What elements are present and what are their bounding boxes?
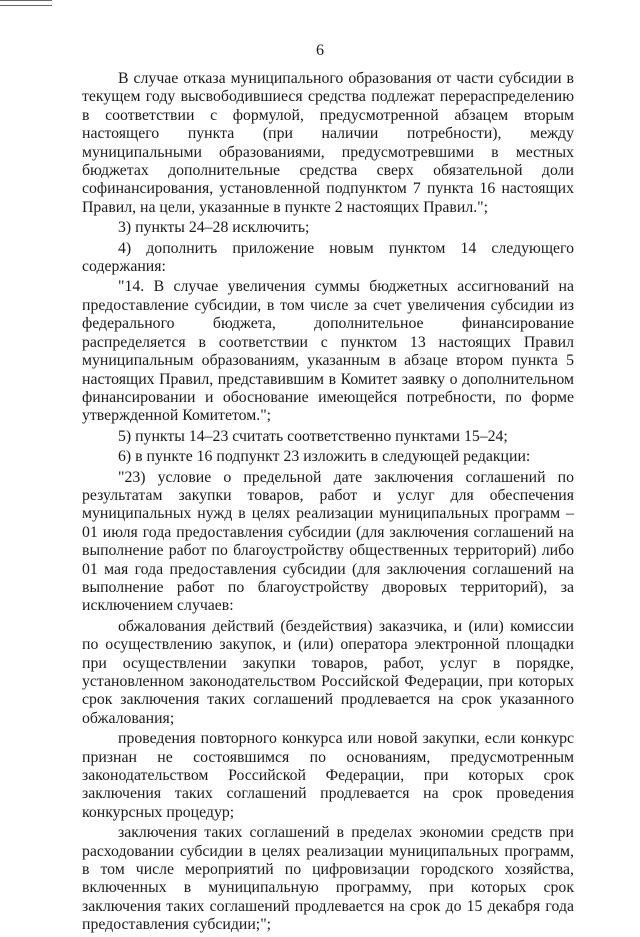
paragraph-point-14: "14. В случае увеличения суммы бюджетных ассигнований на предоставление субсидии, в том числе за счет увеличения субсидии из федерального бюджета, дополнительное финансирование распределяется в соответствии с пунктом 13 настоящих Правил муниципальным образованиям, указанным в абзаце втором пункта 5 настоящих Правил, представившим в Комитет заявку о дополнительном финансировании и обоснование имеющейся потребности, по форме утвержденной Комитетом."; [82,278,574,425]
paragraph-item-5: 5) пункты 14–23 считать соответственно пунктами 15–24; [118,427,508,445]
paragraph-item-6: 6) в пункте 16 подпункт 23 изложить в следующей редакции: [118,448,531,466]
paragraph-item-4: 4) дополнить приложение новым пунктом 14 следующего содержания: [82,239,574,276]
paragraph-redistribution: В случае отказа муниципального образования от части субсидии в текущем году высвободившиеся средства подлежат перераспределению в соответствии с формулой, предусмотренной абзацем вторым настоящего пункта (при наличии потребности), между муниципальными образованиями, предусмотревшими в местных бюджетах дополнительные средства сверх обязательной доли софинансирования, установленной подпунктом 7 пункта 16 настоящих Правил, на цели, указанные в пункте 2 настоящих Правил."; [82,70,574,216]
paragraph-exception-appeal: обжалования действий (бездействия) заказчика, и (или) комиссии по осуществлению закупок, и (или) оператора электронной площадки при осуществлении закупки товаров, работ, услуг в порядке, установленном законодательством Российской Федерации, при которых срок заключения таких соглашений продлевается на срок указанного обжалования; [82,617,574,727]
document-body [82,70,574,937]
paragraph-exception-retender: проведения повторного конкурса или новой закупки, если конкурс признан не состоявшимся по основаниям, предусмотренным законодательством Российской Федерации, при которых срок заключения таких соглашений продлевается на срок проведения конкурсных процедур; [82,730,574,821]
page-number: 6 [316,42,324,59]
paragraph-exception-savings: заключения таких соглашений в пределах экономии средств при расходовании субсидии в целях реализации муниципальных программ, в том числе мероприятий по цифровизации городского хозяйства, включенных в муниципальную программу, при которых срок заключения таких соглашений продлевается на срок до 15 декабря года предоставления субсидии;"; [82,824,574,934]
paragraph-item-3: 3) пункты 24–28 исключить; [118,219,310,237]
paragraph-subitem-23: "23) условие о предельной дате заключения соглашений по результатам закупки товаров, работ и услуг для обеспечения муниципальных нужд в целях реализации муниципальных программ – 01 июля года предоставления субсидии (для заключения соглашений на выполнение работ по благоустройству общественных территорий) либо 01 мая года предоставления субсидии (для заключения соглашений на выполнение работ по благоустройству дворовых территорий), за исключением случаев: [82,468,574,615]
scan-edge-mark [0,0,52,6]
